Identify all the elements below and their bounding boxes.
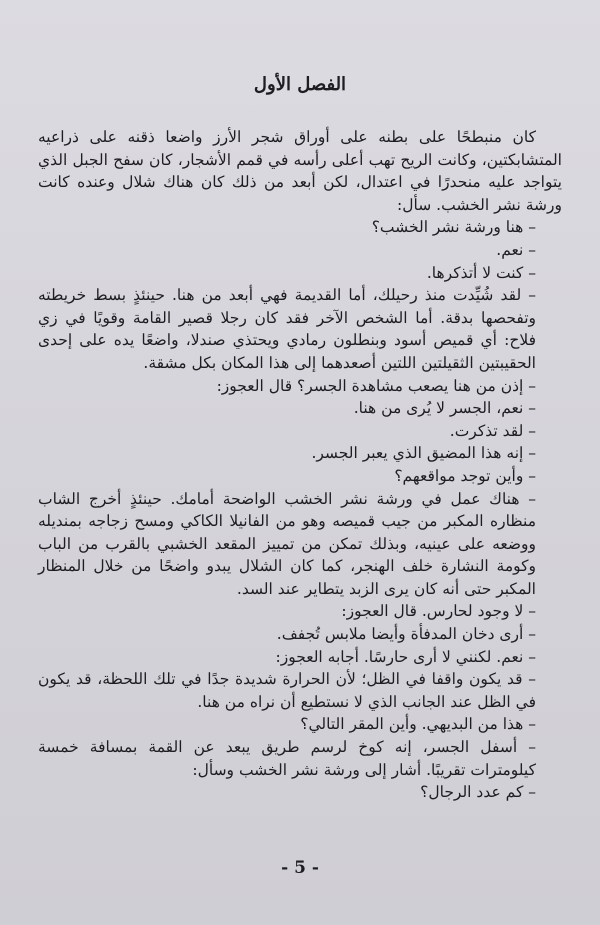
dialogue-line: – قد يكون واقفا في الظل؛ لأن الحرارة شديدة جدًا في تلك اللحظة، قد يكون في الظل عند الجانب الذي لا نستطيع أن نراه من هنا. [38,670,536,711]
dialogue-line: – هذا من البديهي. وأين المقر التالي؟ [300,715,536,734]
paragraph: كان منبطحًا على بطنه على أوراق شجر الأرز واضعا ذقنه على ذراعيه المتشابكتين، وكانت الريح تهب أعلى رأسه في قمم الأشجار، كان سفح الجبل الذي يتواجد عليه منحدرًا في اعتدال، لكن أبعد من ذلك كان هناك شلال وعنده كانت ورشة نشر الخشب. سأل: [38,128,562,214]
dialogue-line: – هنا ورشة نشر الخشب؟ [371,218,536,237]
dialogue-line: – لا وجود لحارس. قال العجوز: [341,602,536,621]
dialogue-line: – نعم، الجسر لا يُرى من هنا. [353,399,536,418]
dialogue-line: – نعم. لكنني لا أرى حارسًا. أجابه العجوز: [275,647,536,666]
chapter-title: الفصل الأول [253,74,347,95]
dialogue-line: – أسفل الجسر، إنه كوخ لرسم طريق يبعد عن القمة بمسافة خمسة كيلومترات تقريبًا. أشار إلى ورشة نشر الخشب وسأل: [38,738,536,779]
dialogue-line: – لقد شُيِّدت منذ رحيلك، أما القديمة فهي أبعد من هنا. حينئذٍ بسط خريطته وتفحصها بدقة. أما الشخص الآخر فقد كان رجلا قصير القامة وقويًا في زي فلاح: أي قميص أسود وبنطلون رمادي ويحتذي صندلا، واضعًا يده على إحدى الحقيبتين الثقيلتين اللتين أصعدهما إلى هذا المكان بكل مشقة. [38,286,536,372]
dialogue-line: – نعم. [496,240,536,259]
page-number: - 5 - [281,858,319,878]
dialogue-line: – لقد تذكرت. [449,421,536,440]
page-body [38,70,562,804]
dialogue-line: – وأين توجد مواقعهم؟ [394,466,536,485]
dialogue-line: – كنت لا أتذكرها. [426,263,536,282]
dialogue-line: – كم عدد الرجال؟ [420,783,536,802]
dialogue-line: – أرى دخان المدفأة وأيضا ملابس تُجفف. [276,625,536,644]
dialogue-line: – إنه هذا المضيق الذي يعبر الجسر. [311,444,536,463]
dialogue-line: – إذن من هنا يصعب مشاهدة الجسر؟ قال العجوز: [216,376,536,395]
dialogue-line: – هناك عمل في ورشة نشر الخشب الواضحة أمامك. حينئذٍ أخرج الشاب منظاره المكبر من جيب قميصه وهو من الفانيلا الكاكي ومسح زجاجه بمنديله ووضعه على عينيه، وبذلك تمكن من تمييز المقعد الخشبي بالقرب من الباب وكومة النشارة خلف الهنجر، كما كان الشلال يبدو واضحًا من خلال المنظار المكبر حتى أنه كان يرى الزبد يتطاير عند السد. [38,489,536,598]
